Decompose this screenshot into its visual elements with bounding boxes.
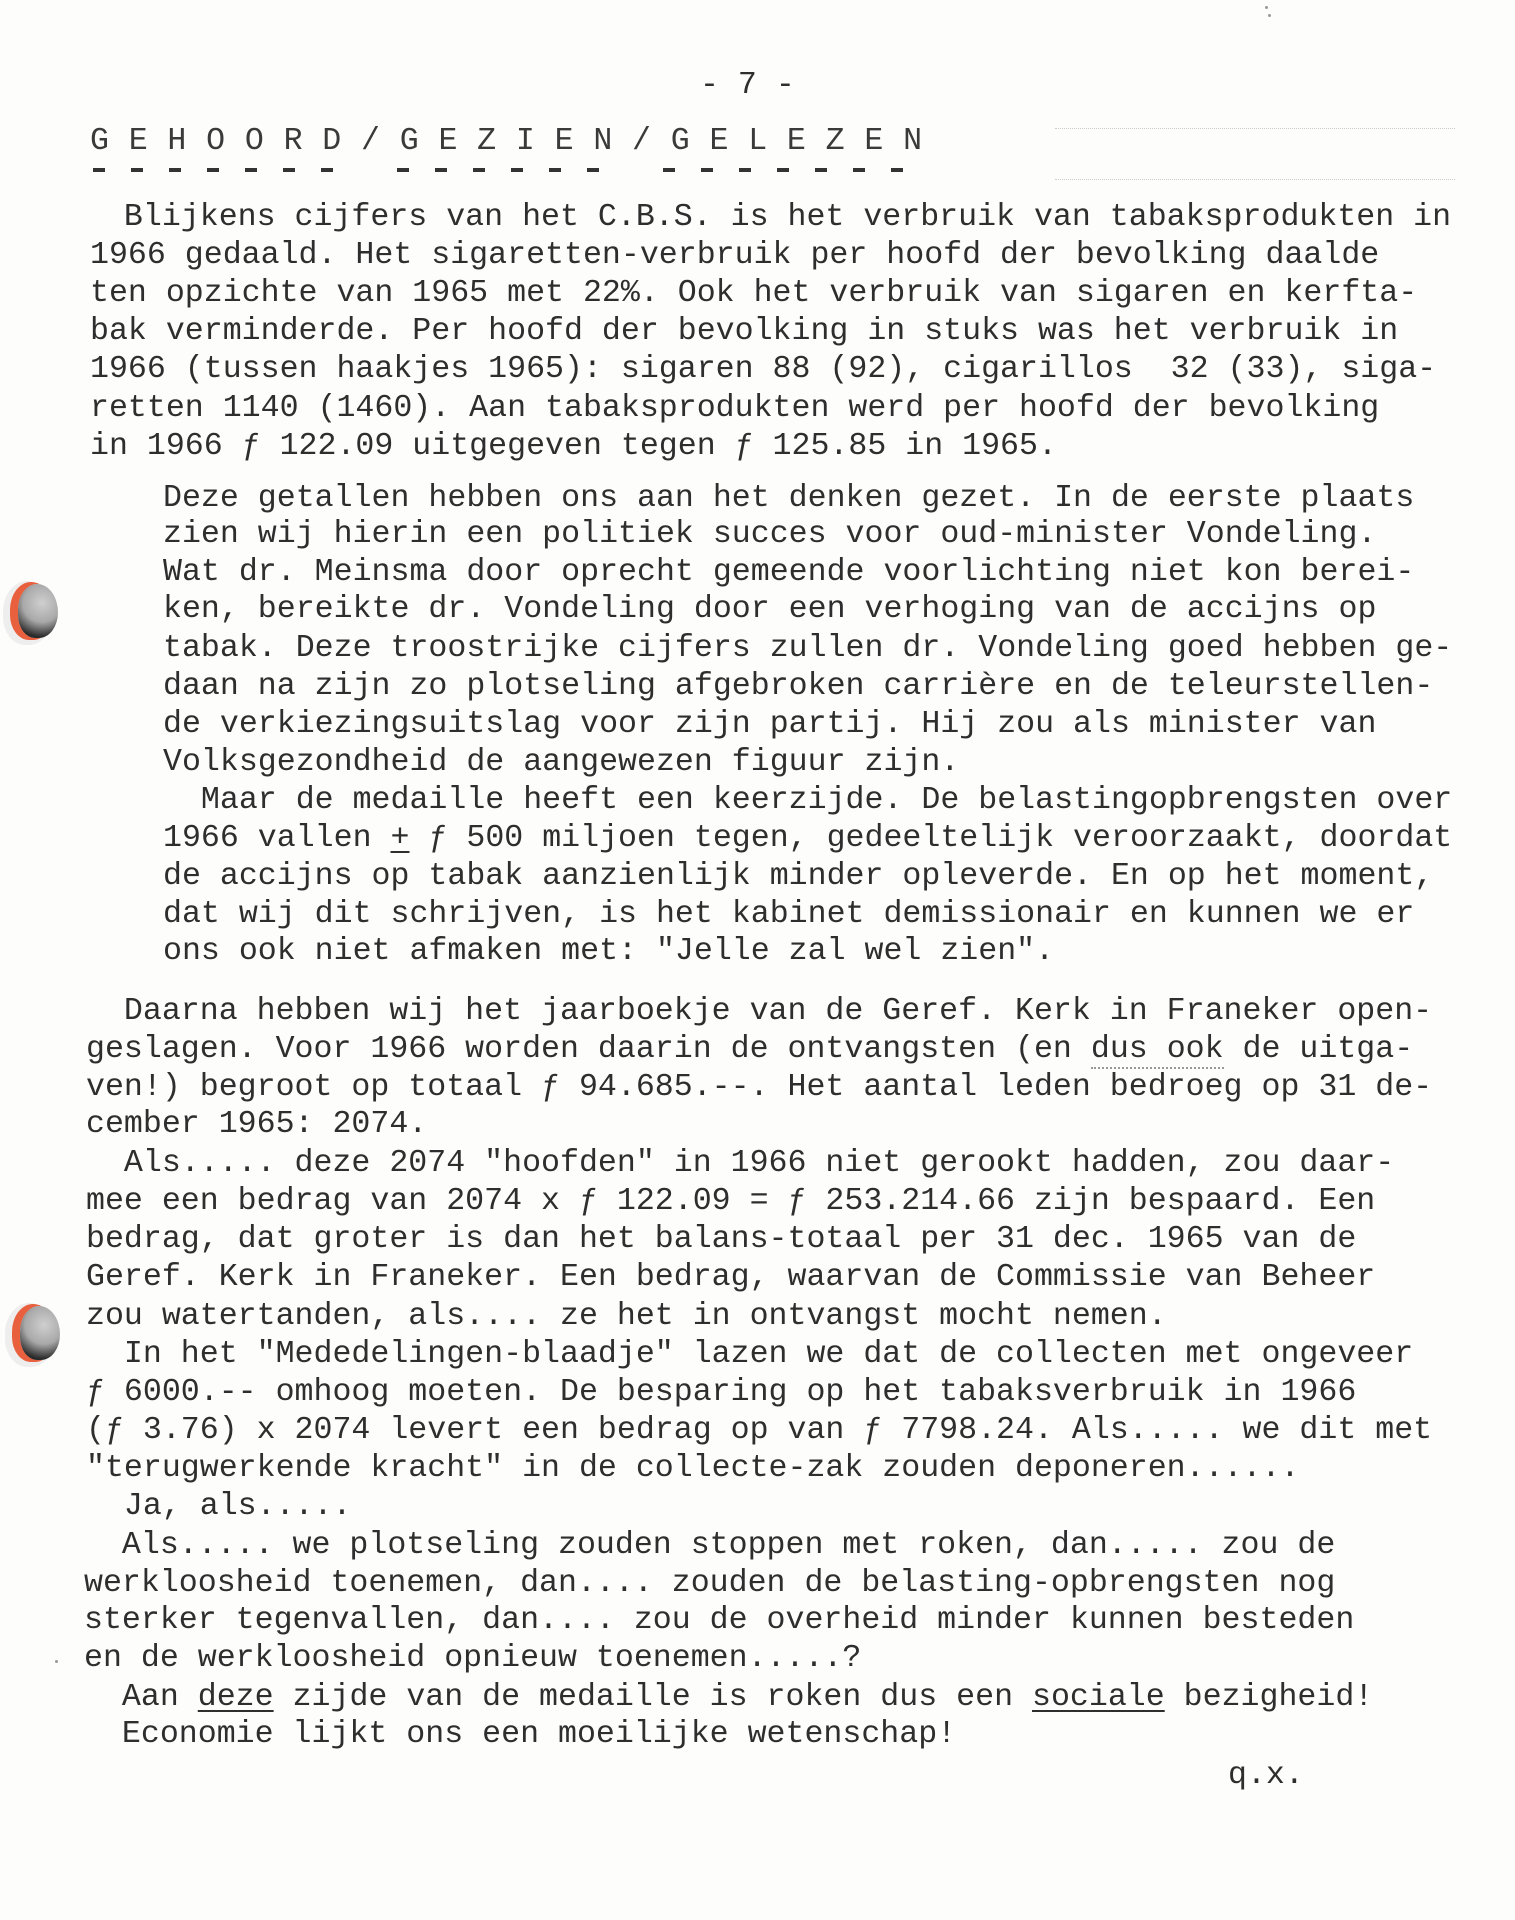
heading-dash — [93, 168, 105, 172]
plus-minus-sign: + — [390, 821, 410, 856]
heading-dash — [701, 168, 713, 172]
text-line: ven!) begroot op totaal ƒ 94.685.--. Het aantal leden bedroeg op 31 de- — [86, 1070, 1433, 1105]
text-line: mee een bedrag van 2074 x ƒ 122.09 = ƒ 253.214.66 zijn bespaard. Een — [86, 1184, 1376, 1219]
text-line: en de werkloosheid opnieuw toenemen.....? — [84, 1641, 862, 1676]
page-number: - 7 - — [700, 68, 795, 103]
text-fragment: zijde van de medaille is roken dus een — [273, 1680, 1032, 1715]
text-line: ƒ 6000.-- omhoog moeten. De besparing op het tabaksverbruik in 1966 — [86, 1375, 1357, 1410]
text-line: werkloosheid toenemen, dan.... zouden de belasting-opbrengsten nog — [84, 1566, 1336, 1601]
underlined-dus-ook: dus ook — [1090, 1032, 1224, 1067]
paper-speck — [1268, 14, 1271, 17]
heading-dash — [777, 168, 789, 172]
text-line: ten opzichte van 1965 met 22%. Ook het verbruik van sigaren en kerfta- — [90, 276, 1418, 311]
heading-dash — [245, 168, 257, 172]
paper-speck — [1265, 6, 1268, 9]
heading-dash — [511, 168, 523, 172]
underlined-deze: deze — [197, 1680, 274, 1715]
heading-dash — [321, 168, 333, 172]
text-fragment: 1966 vallen — [163, 821, 391, 856]
text-line: Economie lijkt ons een moeilijke wetenschap! — [84, 1717, 957, 1752]
section-heading: G E H O O R D / G E Z I E N / G E L E Z E N — [90, 124, 923, 159]
heading-dash — [549, 168, 561, 172]
text-line: 1966 (tussen haakjes 1965): sigaren 88 (92), cigarillos 32 (33), siga- — [90, 352, 1437, 387]
heading-dash — [207, 168, 219, 172]
text-line: dat wij dit schrijven, is het kabinet demissionair en kunnen we er — [163, 897, 1415, 932]
underlined-sociale: sociale — [1031, 1680, 1165, 1715]
text-line: retten 1140 (1460). Aan tabaksprodukten werd per hoofd der bevolking — [90, 391, 1380, 426]
text-line: Daarna hebben wij het jaarboekje van de Geref. Kerk in Franeker open- — [86, 994, 1433, 1029]
text-fragment: ƒ 500 miljoen tegen, gedeeltelijk veroorzaakt, doordat — [409, 821, 1453, 856]
text-line: cember 1965: 2074. — [86, 1107, 428, 1142]
author-signature: q.x. — [1228, 1758, 1304, 1793]
text-line: 1966 gedaald. Het sigaretten-verbruik per hoofd der bevolking daalde — [90, 238, 1380, 273]
text-line: Geref. Kerk in Franeker. Een bedrag, waarvan de Commissie van Beheer — [86, 1260, 1376, 1295]
text-line: Deze getallen hebben ons aan het denken gezet. In de eerste plaats — [163, 481, 1415, 516]
text-line: Wat dr. Meinsma door oprecht gemeende voorlichting niet kon berei- — [163, 555, 1415, 590]
text-line: In het "Mededelingen-blaadje" lazen we dat de collecten met ongeveer — [86, 1337, 1414, 1372]
heading-dash — [587, 168, 599, 172]
text-line: bak verminderde. Per hoofd der bevolking in stuks was het verbruik in — [90, 314, 1399, 349]
heading-dash — [435, 168, 447, 172]
text-fragment: de uitga- — [1223, 1032, 1414, 1067]
bleed-through-marks — [1055, 128, 1455, 180]
text-line: tabak. Deze troostrijke cijfers zullen dr. Vondeling goed hebben ge- — [163, 631, 1453, 666]
text-line: Volksgezondheid de aangewezen figuur zijn. — [163, 745, 960, 780]
text-fragment: geslagen. Voor 1966 worden daarin de ontvangsten (en — [86, 1032, 1091, 1067]
heading-underline — [90, 168, 930, 174]
heading-dash — [397, 168, 409, 172]
text-line: de accijns op tabak aanzienlijk minder opleverde. En op het moment, — [163, 859, 1434, 894]
text-line: (ƒ 3.76) x 2074 levert een bedrag op van ƒ 7798.24. Als..... we dit met — [86, 1413, 1433, 1448]
text-line: de verkiezingsuitslag voor zijn partij. Hij zou als minister van — [163, 707, 1377, 742]
text-line: Blijkens cijfers van het C.B.S. is het verbruik van tabaksprodukten in — [86, 200, 1452, 235]
heading-dash — [815, 168, 827, 172]
text-line: in 1966 ƒ 122.09 uitgegeven tegen ƒ 125.85 in 1965. — [90, 429, 1057, 464]
text-line: "terugwerkende kracht" in de collecte-zak zouden deponeren...... — [86, 1451, 1300, 1486]
text-line — [84, 1680, 1373, 1716]
text-line: Als..... we plotseling zouden stoppen met roken, dan..... zou de — [84, 1528, 1336, 1563]
text-line: bedrag, dat groter is dan het balans-totaal per 31 dec. 1965 van de — [86, 1222, 1357, 1257]
text-line: Ja, als..... — [86, 1489, 352, 1524]
punch-hole-bottom — [20, 1306, 60, 1360]
text-line: sterker tegenvallen, dan.... zou de overheid minder kunnen besteden — [84, 1603, 1355, 1638]
text-fragment: bezigheid! — [1164, 1680, 1374, 1715]
heading-dash — [663, 168, 675, 172]
text-line: zou watertanden, als.... ze het in ontvangst mocht nemen. — [86, 1299, 1167, 1334]
text-line: Als..... deze 2074 "hoofden" in 1966 niet gerookt hadden, zou daar- — [86, 1146, 1395, 1181]
heading-dash — [169, 168, 181, 172]
heading-dash — [473, 168, 485, 172]
heading-dash — [131, 168, 143, 172]
text-line — [163, 821, 1452, 857]
heading-dash — [283, 168, 295, 172]
paper-speck — [55, 1660, 58, 1663]
heading-dash — [739, 168, 751, 172]
text-line — [86, 1032, 1413, 1068]
heading-dash — [853, 168, 865, 172]
text-line: daan na zijn zo plotseling afgebroken carrière en de teleurstellen- — [163, 669, 1434, 704]
text-fragment: Aan — [84, 1680, 198, 1715]
text-line: Maar de medaille heeft een keerzijde. De belastingopbrengsten over — [163, 783, 1453, 818]
punch-hole-top — [18, 584, 58, 638]
text-line: ken, bereikte dr. Vondeling door een verhoging van de accijns op — [163, 592, 1377, 627]
text-line: zien wij hierin een politiek succes voor oud-minister Vondeling. — [163, 517, 1377, 552]
text-line: ons ook niet afmaken met: "Jelle zal wel zien". — [163, 934, 1055, 969]
heading-dash — [891, 168, 903, 172]
